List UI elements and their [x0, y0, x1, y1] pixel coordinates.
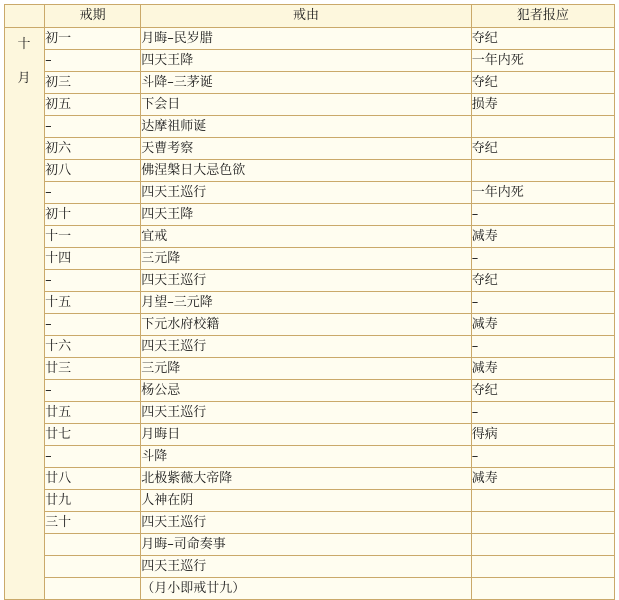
table-row	[5, 314, 615, 336]
cell-effect: –	[471, 446, 614, 468]
table-row	[5, 182, 615, 204]
cell-reason: 北极紫薇大帝降	[141, 468, 472, 490]
cell-effect: –	[471, 248, 614, 270]
cell-day: –	[45, 182, 141, 204]
cell-day: 初六	[45, 138, 141, 160]
table-row	[5, 424, 615, 446]
cell-reason: 四天王降	[141, 204, 472, 226]
cell-effect: 一年内死	[471, 50, 614, 72]
cell-effect: 夺纪	[471, 270, 614, 292]
cell-day: 廿五	[45, 402, 141, 424]
cell-reason: 斗降–三茅诞	[141, 72, 472, 94]
cell-reason: 三元降	[141, 248, 472, 270]
cell-day: 初一	[45, 28, 141, 50]
cell-reason: 月晦日	[141, 424, 472, 446]
cell-reason: 斗降	[141, 446, 472, 468]
table-row	[5, 270, 615, 292]
cell-day: 初三	[45, 72, 141, 94]
table-row	[5, 336, 615, 358]
cell-effect	[471, 512, 614, 534]
cell-effect	[471, 534, 614, 556]
cell-day	[45, 556, 141, 578]
cell-effect: 夺纪	[471, 28, 614, 50]
cell-effect: –	[471, 402, 614, 424]
cell-day: 廿三	[45, 358, 141, 380]
cell-reason: （月小即戒廿九）	[141, 578, 472, 600]
table-row	[5, 116, 615, 138]
table-row	[5, 292, 615, 314]
month-label-char: 月	[17, 71, 32, 86]
cell-reason: 天曹考察	[141, 138, 472, 160]
column-header-month	[5, 5, 45, 28]
cell-day: 廿八	[45, 468, 141, 490]
cell-reason: 月晦–司命奏事	[141, 534, 472, 556]
cell-day: –	[45, 116, 141, 138]
cell-day: 廿七	[45, 424, 141, 446]
table-row	[5, 160, 615, 182]
table-row	[5, 72, 615, 94]
table-row	[5, 50, 615, 72]
cell-effect: 减寿	[471, 226, 614, 248]
cell-day: 十五	[45, 292, 141, 314]
cell-reason: 人神在阴	[141, 490, 472, 512]
cell-day: 十一	[45, 226, 141, 248]
cell-day: –	[45, 380, 141, 402]
table-row	[5, 226, 615, 248]
cell-effect: 夺纪	[471, 380, 614, 402]
cell-effect: 夺纪	[471, 72, 614, 94]
cell-day: 廿九	[45, 490, 141, 512]
table-row	[5, 446, 615, 468]
page-container	[0, 4, 619, 596]
cell-effect	[471, 116, 614, 138]
cell-reason: 四天王巡行	[141, 512, 472, 534]
column-header-reason: 戒由	[141, 5, 472, 28]
cell-reason: 四天王巡行	[141, 556, 472, 578]
cell-day	[45, 578, 141, 600]
cell-reason: 月晦–民岁腊	[141, 28, 472, 50]
table-row	[5, 204, 615, 226]
table-row	[5, 380, 615, 402]
cell-effect: 损寿	[471, 94, 614, 116]
cell-effect: 减寿	[471, 314, 614, 336]
cell-effect: 减寿	[471, 358, 614, 380]
cell-day: 初五	[45, 94, 141, 116]
cell-reason: 杨公忌	[141, 380, 472, 402]
table-row	[5, 358, 615, 380]
cell-reason: 下元水府校籍	[141, 314, 472, 336]
cell-day	[45, 534, 141, 556]
cell-day: –	[45, 446, 141, 468]
table-row	[5, 556, 615, 578]
cell-day: –	[45, 314, 141, 336]
table-row	[5, 578, 615, 600]
cell-reason: 达摩祖师诞	[141, 116, 472, 138]
cell-day: 十四	[45, 248, 141, 270]
table-row	[5, 94, 615, 116]
table-row	[5, 138, 615, 160]
cell-effect: 减寿	[471, 468, 614, 490]
cell-effect: –	[471, 292, 614, 314]
cell-reason: 四天王巡行	[141, 270, 472, 292]
cell-effect: –	[471, 204, 614, 226]
cell-reason: 下会日	[141, 94, 472, 116]
cell-day: –	[45, 50, 141, 72]
table-row	[5, 490, 615, 512]
cell-day: 十六	[45, 336, 141, 358]
cell-effect	[471, 490, 614, 512]
cell-effect	[471, 160, 614, 182]
cell-reason: 月望–三元降	[141, 292, 472, 314]
column-header-effect: 犯者报应	[471, 5, 614, 28]
table-row	[5, 534, 615, 556]
cell-effect: 得病	[471, 424, 614, 446]
cell-reason: 四天王巡行	[141, 402, 472, 424]
cell-effect	[471, 578, 614, 600]
cell-reason: 四天王巡行	[141, 336, 472, 358]
table-header	[5, 5, 615, 28]
column-header-day: 戒期	[45, 5, 141, 28]
cell-reason: 宜戒	[141, 226, 472, 248]
cell-effect	[471, 556, 614, 578]
cell-reason: 四天王巡行	[141, 182, 472, 204]
cell-reason: 四天王降	[141, 50, 472, 72]
table-row	[5, 248, 615, 270]
month-label-cell	[5, 28, 45, 600]
cell-day: 初八	[45, 160, 141, 182]
cell-reason: 三元降	[141, 358, 472, 380]
cell-effect: –	[471, 336, 614, 358]
month-label-char: 十	[17, 37, 32, 52]
header-row	[5, 5, 615, 28]
cell-reason: 佛涅槃日大忌色欲	[141, 160, 472, 182]
table-row	[5, 512, 615, 534]
cell-day: 初十	[45, 204, 141, 226]
table-row	[5, 468, 615, 490]
cell-day: 三十	[45, 512, 141, 534]
table-row	[5, 402, 615, 424]
cell-day: –	[45, 270, 141, 292]
cell-effect: 一年内死	[471, 182, 614, 204]
table-row	[5, 28, 615, 50]
cell-effect: 夺纪	[471, 138, 614, 160]
table-body	[5, 28, 615, 600]
precepts-table	[4, 4, 615, 600]
